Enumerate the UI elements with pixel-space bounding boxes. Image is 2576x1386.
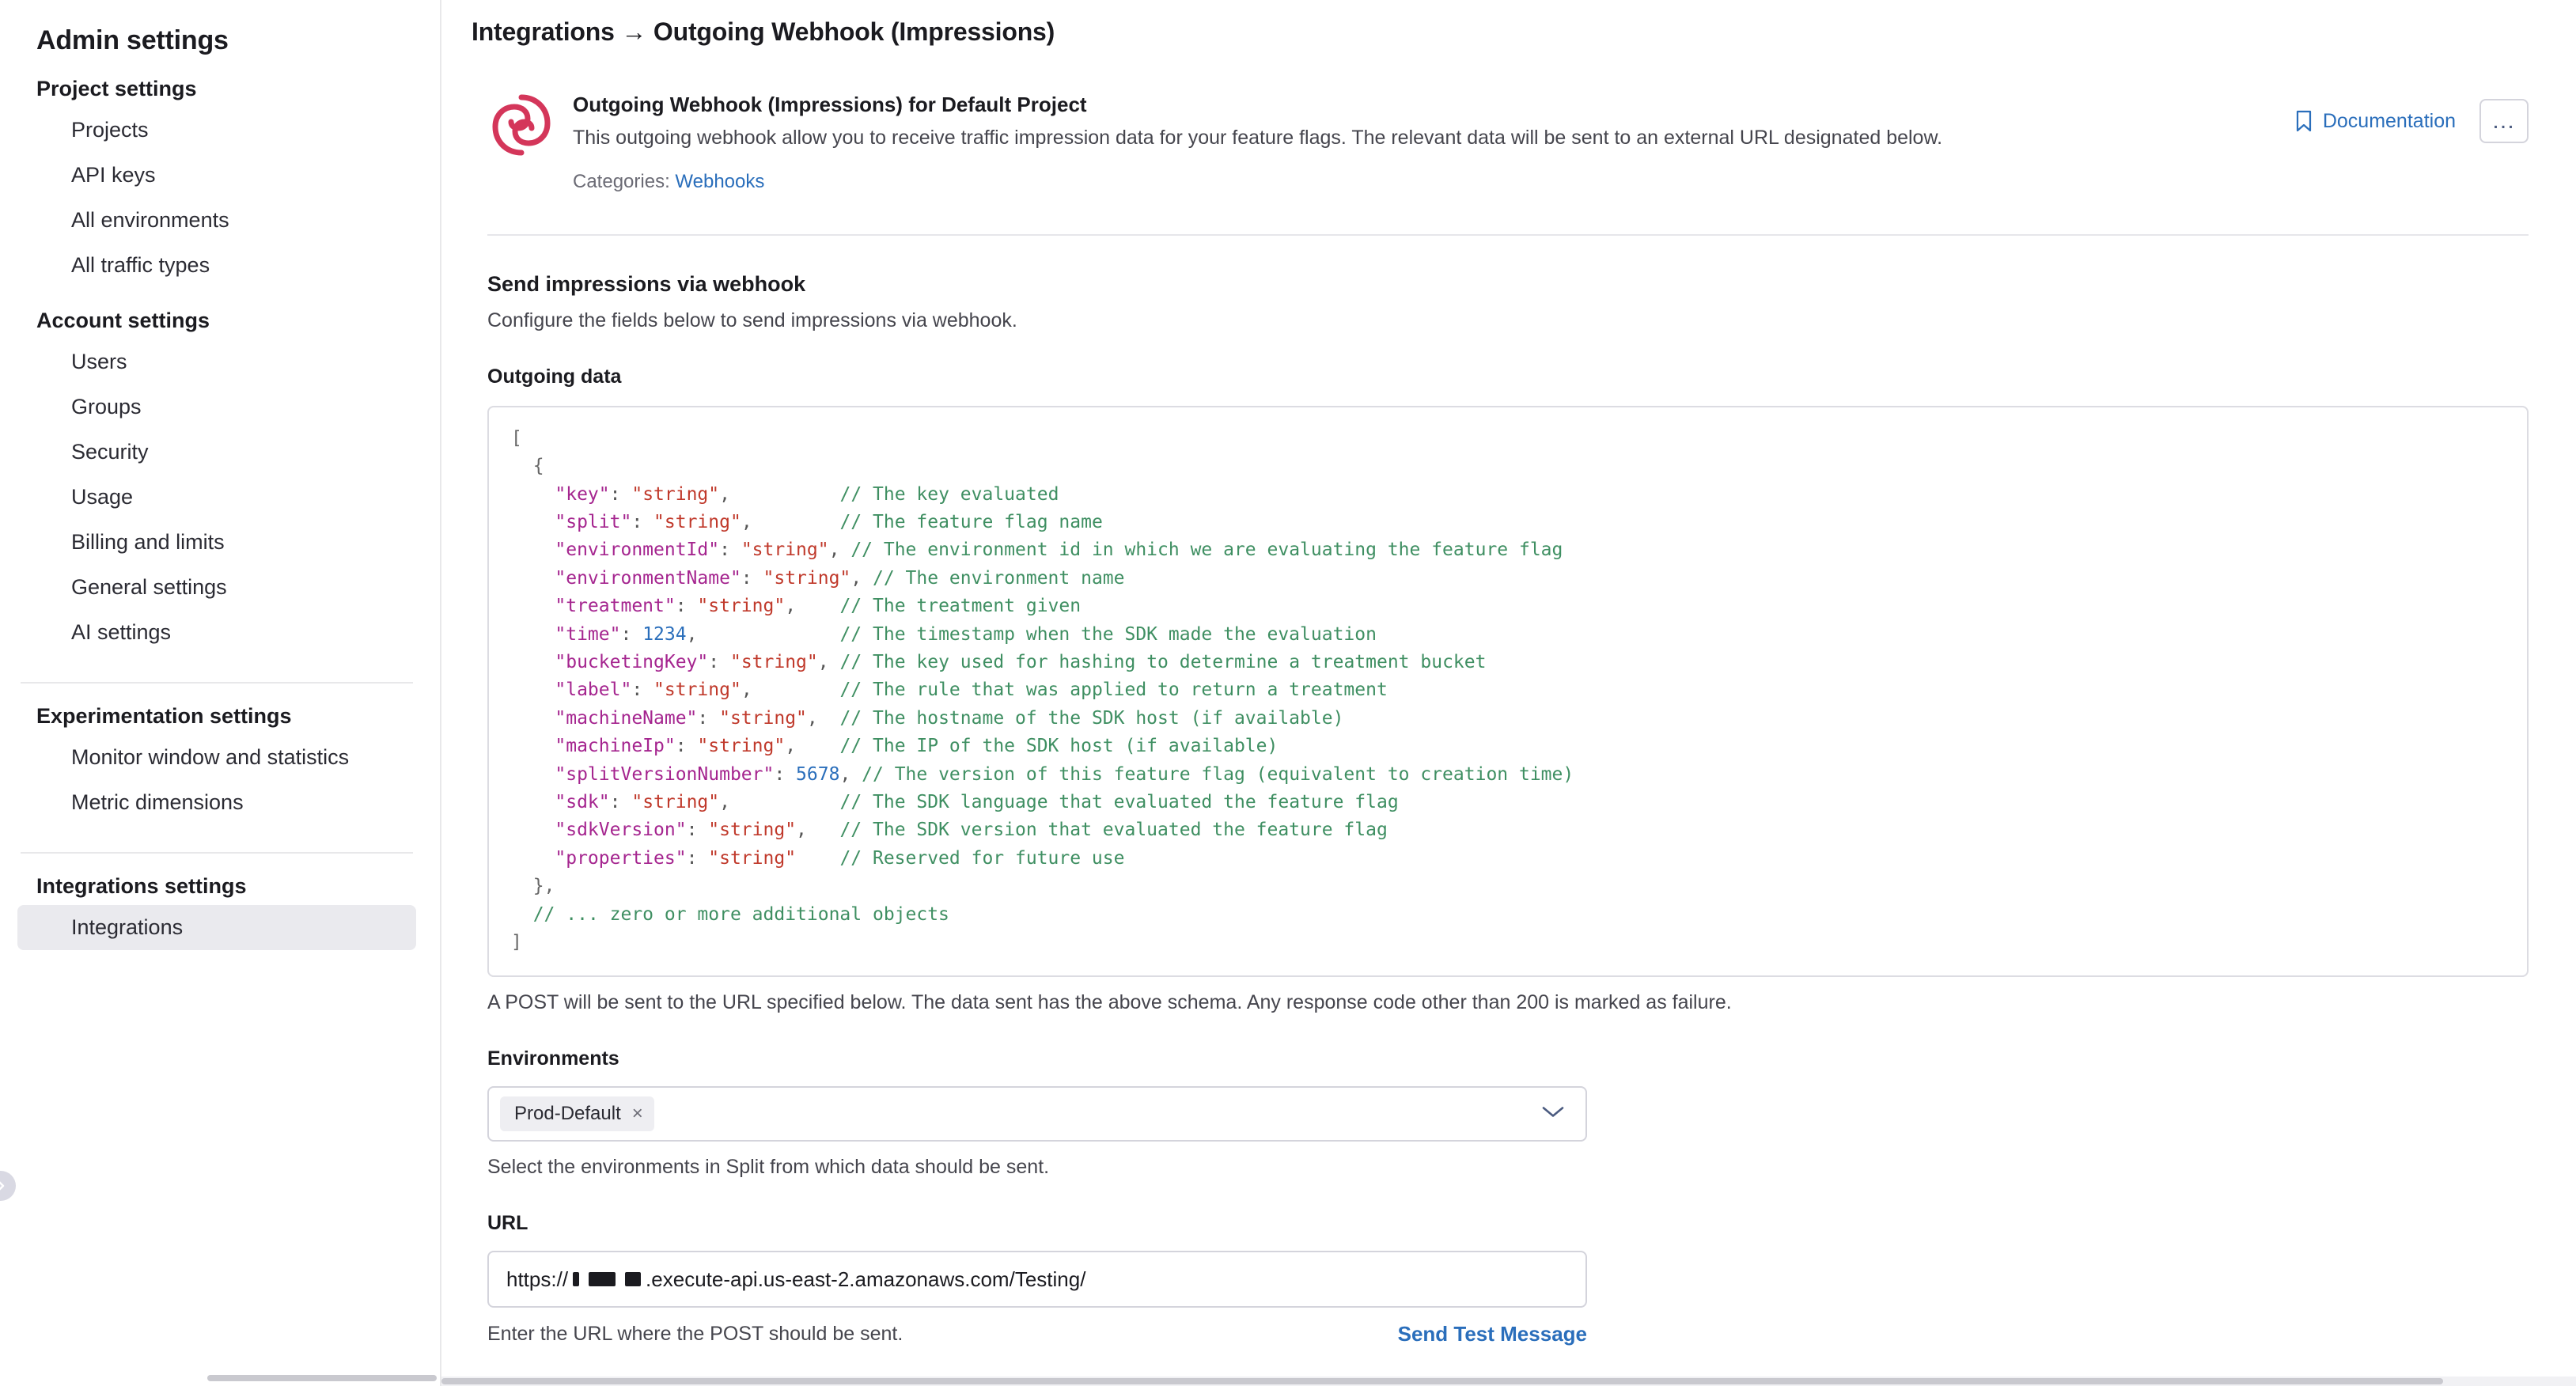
integration-title: Outgoing Webhook (Impressions) for Default Project (573, 93, 1087, 116)
sidebar-item-usage[interactable]: Usage (71, 485, 134, 509)
post-note: A POST will be sent to the URL specified below. The data sent has the above schema. Any response code other than 200 is marked as failure. (487, 991, 1732, 1014)
outgoing-data-label: Outgoing data (487, 365, 622, 388)
main-horizontal-scrollbar[interactable] (441, 1377, 2576, 1386)
main-content (441, 0, 2576, 1386)
sidebar-horizontal-scrollbar[interactable] (207, 1375, 437, 1381)
sidebar-group-account (0, 288, 440, 655)
url-redaction-3 (625, 1272, 641, 1286)
url-redaction-1 (573, 1272, 579, 1286)
section-subtitle: Configure the fields below to send impressions via webhook. (487, 309, 1017, 331)
sidebar-collapse-handle[interactable] (0, 1171, 16, 1201)
url-suffix: .execute-api.us-east-2.amazonaws.com/Testing/ (646, 1267, 1086, 1291)
sidebar-group-integrations (0, 854, 440, 950)
sidebar-item-all-environments[interactable]: All environments (71, 208, 229, 232)
more-options-button[interactable] (2479, 99, 2529, 143)
url-redaction-2 (589, 1272, 616, 1286)
ellipsis-icon: … (2491, 108, 2517, 134)
sidebar-item-all-traffic-types[interactable]: All traffic types (71, 253, 210, 277)
integration-header (441, 47, 2576, 193)
sidebar-item-groups[interactable]: Groups (71, 395, 142, 418)
environment-chip-remove-icon[interactable]: × (631, 1103, 643, 1125)
chevron-right-icon (0, 1179, 8, 1193)
breadcrumb: Integrations → Outgoing Webhook (Impressions) (472, 17, 1055, 46)
sidebar-group-header: Project settings (36, 77, 197, 100)
integration-categories (573, 171, 2294, 193)
sidebar-item-security[interactable]: Security (71, 440, 149, 464)
sidebar-item-api-keys[interactable]: API keys (71, 163, 156, 187)
sidebar-item-billing-and-limits[interactable]: Billing and limits (71, 530, 225, 554)
sidebar-group-header: Experimentation settings (36, 704, 292, 728)
sidebar-item-users[interactable]: Users (71, 350, 127, 373)
sidebar-group-experimentation (0, 684, 440, 825)
documentation-label: Documentation (2322, 109, 2456, 132)
url-input[interactable] (487, 1251, 1587, 1308)
send-test-message-link[interactable]: Send Test Message (1397, 1322, 1587, 1346)
sidebar-group-header: Integrations settings (36, 874, 247, 898)
admin-settings-sidebar (0, 0, 441, 1386)
chevron-down-icon[interactable] (1541, 1105, 1565, 1123)
sidebar-item-integrations[interactable]: Integrations (17, 905, 416, 950)
sidebar-item-ai-settings[interactable]: AI settings (71, 620, 172, 644)
url-prefix: https:// (506, 1267, 569, 1291)
url-label: URL (487, 1212, 528, 1235)
split-logo-icon (487, 91, 555, 159)
sidebar-item-monitor-window-and-statistics[interactable]: Monitor window and statistics (71, 745, 350, 769)
environments-select[interactable] (487, 1086, 1587, 1142)
sidebar-title: Admin settings (36, 25, 229, 55)
url-helper: Enter the URL where the POST should be sent. (487, 1323, 903, 1346)
sidebar-item-general-settings[interactable]: General settings (71, 575, 227, 599)
environments-label: Environments (487, 1047, 619, 1070)
category-link-webhooks[interactable]: Webhooks (675, 170, 765, 192)
integration-actions (2294, 86, 2529, 143)
sidebar-item-projects[interactable]: Projects (71, 118, 149, 142)
categories-label: Categories: (573, 170, 670, 192)
integration-info (573, 86, 2294, 193)
sidebar-item-metric-dimensions[interactable]: Metric dimensions (71, 790, 244, 814)
outgoing-data-code-block: [ { "key": "string", // The key evaluated "split": "string", // The feature flag name "environmentId": "string", // The environment id in which we are evaluating the feature flag "environmentName": "string", // The environment name "treatment": "string", // The treatment given "time": 1234, // The timestamp when the SDK made the evaluation "bucketingKey": "string", // The key used for hashing to determine a treatment bucket "label": "string", // The rule that was applied to return a treatment "machineName": "string", // The hostname of the SDK host (if available) "machineIp": "string", // The IP of the SDK host (if available) "splitVersionNumber": 5678, // The version of this feature flag (equivalent to creation time) "sdk": "string", // The SDK language that evaluated the feature flag "sdkVersion": "string", // The SDK version that evaluated the feature flag "properties": "string" // Reserved for future use }, // ... zero or more additional objects ] (487, 406, 2529, 978)
integration-description: This outgoing webhook allow you to receive traffic impression data for your feature flags. The relevant data will be sent to an external URL designated below. (573, 127, 1943, 149)
sidebar-group-header: Account settings (36, 309, 210, 332)
bookmark-icon (2294, 110, 2313, 132)
environment-chip[interactable] (500, 1096, 654, 1131)
url-footer (441, 1308, 1587, 1346)
sidebar-group-project (0, 56, 440, 288)
environment-chip-label: Prod-Default (514, 1103, 621, 1125)
documentation-link[interactable] (2294, 110, 2456, 133)
environments-helper: Select the environments in Split from which data should be sent. (487, 1156, 1050, 1179)
section-title: Send impressions via webhook (487, 271, 806, 296)
main-horizontal-scrollbar-thumb[interactable] (441, 1378, 2443, 1384)
